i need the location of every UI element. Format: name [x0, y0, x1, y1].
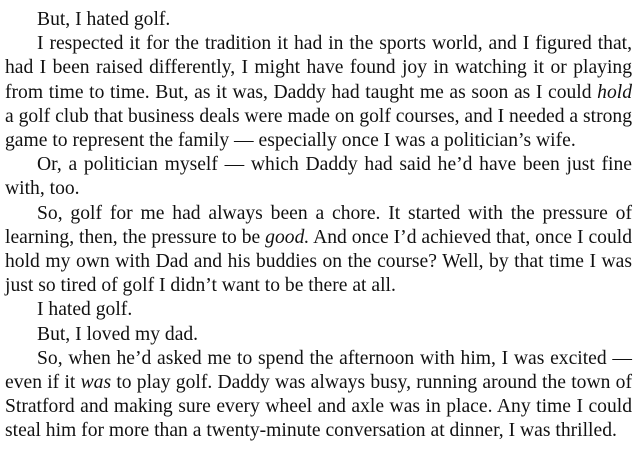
italic-text-run: hold — [597, 81, 632, 103]
paragraph-respected-tradition — [5, 32, 632, 153]
paragraph-golf-chore — [5, 202, 632, 299]
paragraph-hated-golf-2 — [5, 298, 632, 322]
text-run: So, golf for me had always been a chore. It started with the pressure of learning, then, the pressure to be — [5, 202, 632, 248]
text-run: I hated golf. — [37, 299, 133, 321]
text-run: But, I loved my dad. — [37, 323, 199, 345]
text-run: a golf club that business deals were made on golf courses, and I needed a strong game to represent the family — especially once I was a politician’s wife. — [5, 105, 632, 152]
text-run: And once I’d achieved that, once I could hold my own with Dad and his buddies on the course? Well, by that time I was just so tired of golf I didn’t want to be there at all. — [5, 226, 632, 297]
text-run: But, I hated golf. — [37, 9, 171, 30]
text-run: Or, a politician myself — which Daddy had said he’d have been just fine with, too. — [5, 154, 632, 200]
italic-text-run: good. — [265, 226, 310, 248]
text-run: I respected it for the tradition it had in the sports world, and I figured that, had I been raised differently, I might have found joy in watching it or playing from time to time. But, as it was, Daddy had taught me as soon as I could — [5, 33, 632, 103]
text-run: So, when he’d asked me to spend the afternoon with him, I was excited — even if it — [5, 347, 632, 394]
paragraph-loved-dad — [5, 323, 632, 347]
text-run: to play golf. Daddy was always busy, running around the town of Stratford and making sure every wheel and axle was in place. Any time I could steal him for more than a twenty-minute conversation at dinner, I was thrilled. — [5, 372, 632, 442]
paragraph-politician-myself — [5, 153, 632, 201]
paragraph-afternoon-with-dad — [5, 347, 632, 444]
italic-text-run: was — [80, 372, 112, 394]
paragraph-hated-golf-1 — [5, 8, 632, 32]
